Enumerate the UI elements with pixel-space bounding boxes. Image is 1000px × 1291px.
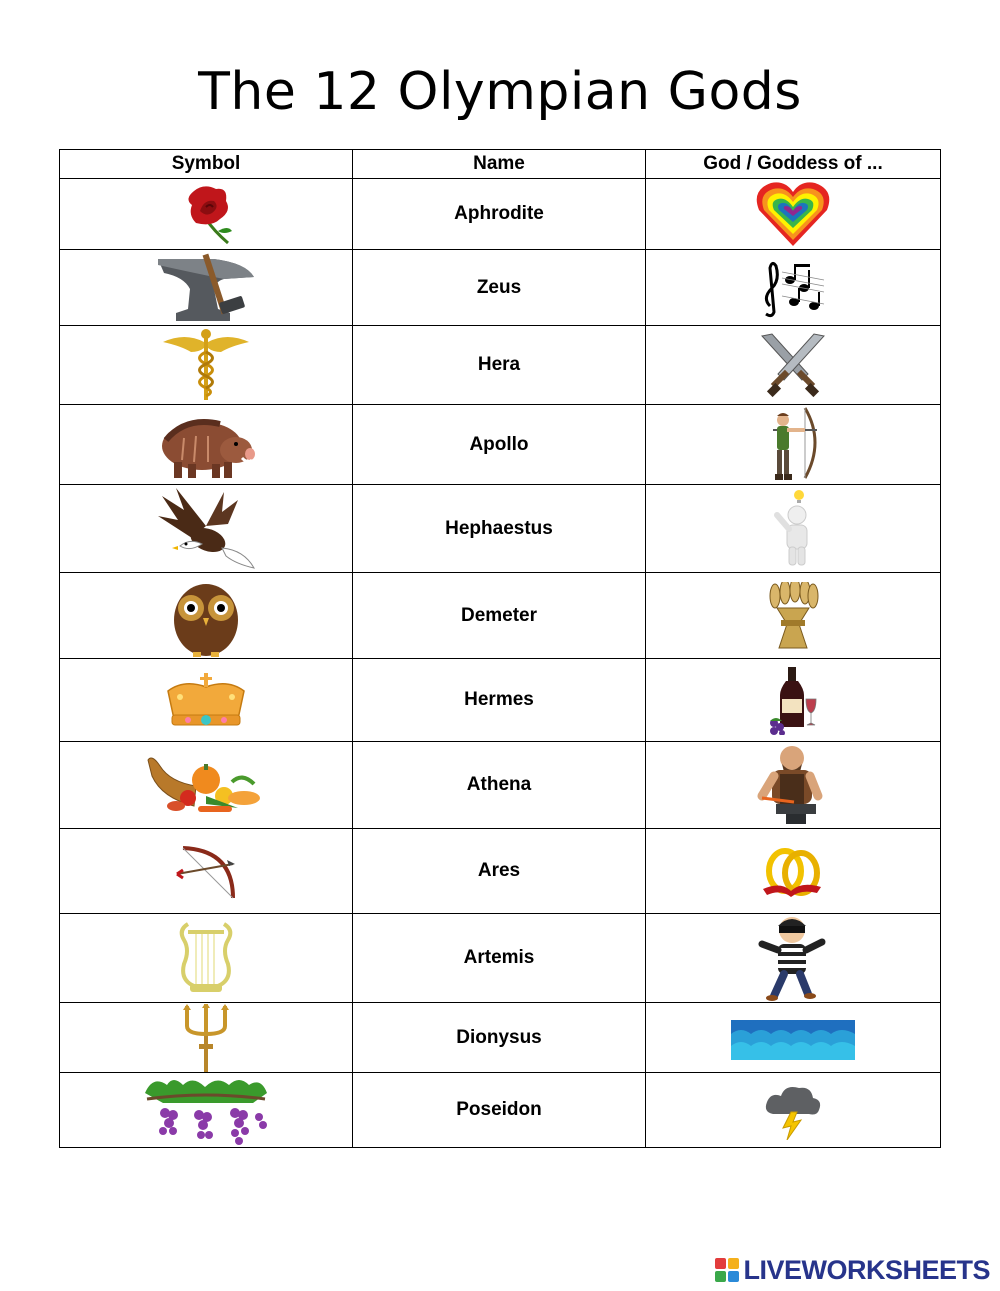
domain-cell[interactable] <box>646 405 941 485</box>
god-name[interactable]: Ares <box>353 829 646 914</box>
crossed-swords-icon <box>758 332 828 398</box>
header-name: Name <box>353 150 646 179</box>
symbol-cell[interactable] <box>60 326 353 405</box>
table-row <box>60 405 941 485</box>
symbol-cell[interactable] <box>60 250 353 326</box>
domain-cell[interactable] <box>646 1003 941 1073</box>
header-god-of: God / Goddess of ... <box>646 150 941 179</box>
domain-cell[interactable] <box>646 250 941 326</box>
header-row <box>60 150 941 179</box>
table-row <box>60 485 941 573</box>
blacksmith-icon <box>754 742 832 828</box>
god-name[interactable]: Dionysus <box>353 1003 646 1073</box>
domain-cell[interactable] <box>646 179 941 250</box>
symbol-cell[interactable] <box>60 485 353 573</box>
table-row <box>60 573 941 659</box>
symbol-cell[interactable] <box>60 829 353 914</box>
symbol-cell[interactable] <box>60 405 353 485</box>
eagle-icon <box>156 486 256 572</box>
god-name[interactable]: Hephaestus <box>353 485 646 573</box>
storm-cloud-icon <box>763 1080 823 1140</box>
bow-arrow-icon <box>173 838 239 904</box>
wedding-rings-icon <box>761 843 825 899</box>
page-title: The 12 Olympian Gods <box>198 62 802 122</box>
symbol-cell[interactable] <box>60 179 353 250</box>
domain-cell[interactable] <box>646 1073 941 1148</box>
god-name[interactable]: Hermes <box>353 659 646 742</box>
table-row <box>60 326 941 405</box>
domain-cell[interactable] <box>646 485 941 573</box>
thief-icon <box>756 914 830 1002</box>
archer-icon <box>765 406 821 484</box>
domain-cell[interactable] <box>646 914 941 1003</box>
idea-person-icon <box>769 489 817 569</box>
god-name[interactable]: Artemis <box>353 914 646 1003</box>
sea-waves-icon <box>731 1016 855 1060</box>
god-name[interactable]: Demeter <box>353 573 646 659</box>
owl-icon <box>169 574 243 658</box>
domain-cell[interactable] <box>646 829 941 914</box>
table-row <box>60 742 941 829</box>
symbol-cell[interactable] <box>60 742 353 829</box>
table-row <box>60 1073 941 1148</box>
wheat-sheaf-icon <box>763 582 823 650</box>
god-name[interactable]: Athena <box>353 742 646 829</box>
music-notes-icon <box>760 258 826 318</box>
symbol-cell[interactable] <box>60 659 353 742</box>
crown-icon <box>164 671 248 729</box>
caduceus-icon <box>161 328 251 402</box>
domain-cell[interactable] <box>646 742 941 829</box>
symbol-cell[interactable] <box>60 1003 353 1073</box>
domain-cell[interactable] <box>646 659 941 742</box>
god-name[interactable]: Zeus <box>353 250 646 326</box>
table-row <box>60 829 941 914</box>
grapevine-icon <box>143 1073 269 1147</box>
rainbow-heart-icon <box>755 180 831 248</box>
table-row <box>60 179 941 250</box>
gods-table <box>59 149 941 1148</box>
god-name[interactable]: Poseidon <box>353 1073 646 1148</box>
symbol-cell[interactable] <box>60 914 353 1003</box>
god-name[interactable]: Apollo <box>353 405 646 485</box>
table-row <box>60 1003 941 1073</box>
liveworksheets-logo-text: LIVEWORKSHEETS <box>743 1254 990 1285</box>
cornucopia-icon <box>146 752 266 818</box>
boar-icon <box>156 410 256 480</box>
lyre-icon <box>176 920 236 996</box>
god-name[interactable]: Hera <box>353 326 646 405</box>
god-name[interactable]: Aphrodite <box>353 179 646 250</box>
table-row <box>60 659 941 742</box>
table-row <box>60 914 941 1003</box>
domain-cell[interactable] <box>646 573 941 659</box>
trident-icon <box>181 1004 231 1072</box>
rose-icon <box>166 181 246 247</box>
table-row <box>60 250 941 326</box>
anvil-hammer-icon <box>154 251 258 325</box>
liveworksheets-logo-icon <box>715 1258 739 1282</box>
header-symbol: Symbol <box>60 150 353 179</box>
domain-cell[interactable] <box>646 326 941 405</box>
symbol-cell[interactable] <box>60 1073 353 1148</box>
symbol-cell[interactable] <box>60 573 353 659</box>
wine-bottle-icon <box>768 665 818 735</box>
liveworksheets-logo <box>715 1255 990 1285</box>
